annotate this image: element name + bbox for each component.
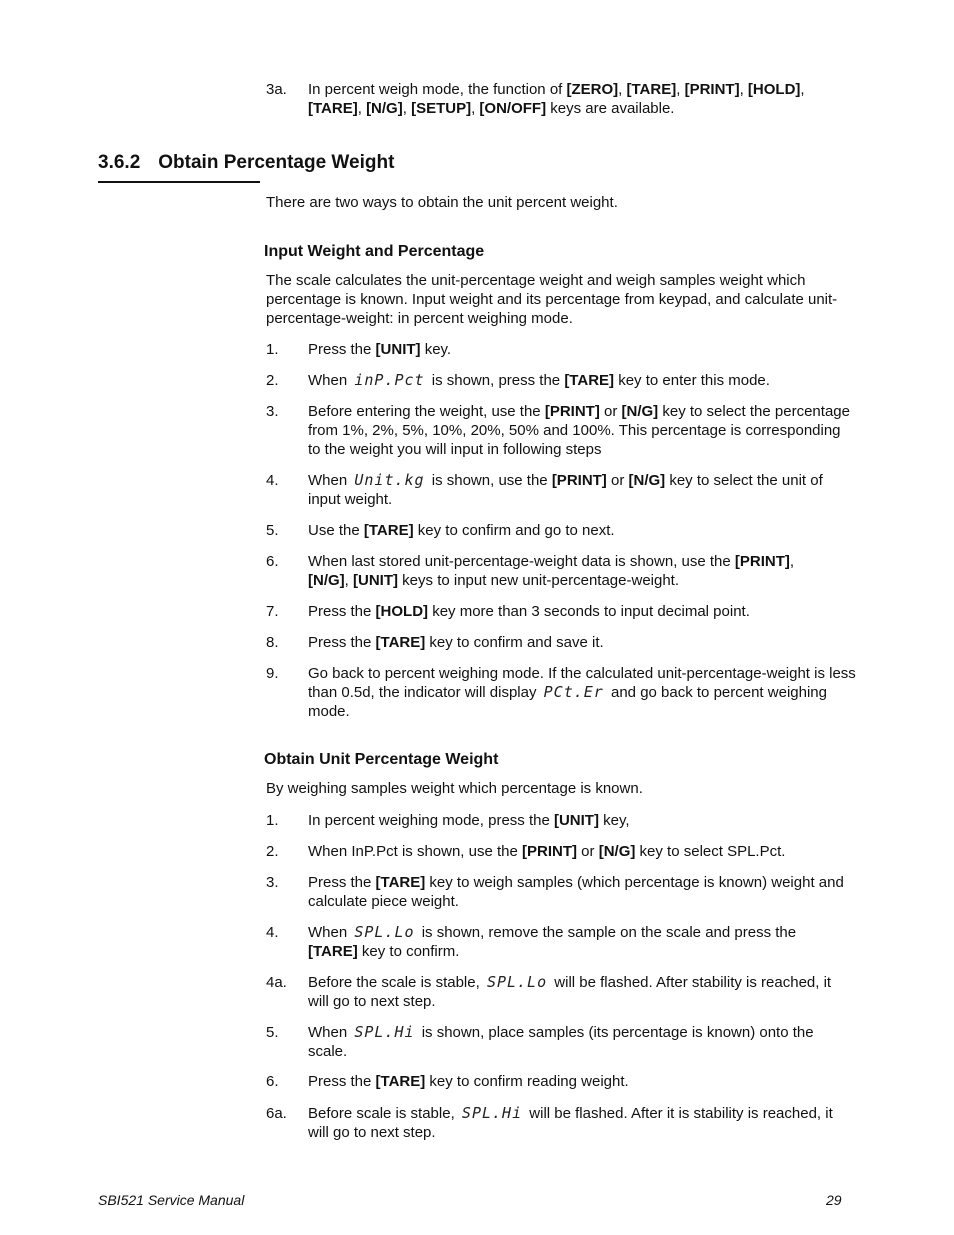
footer-manual-title: SBI521 Service Manual	[98, 1192, 245, 1208]
step-number: 2.	[266, 372, 279, 389]
display-readout: SPL.Lo	[354, 923, 415, 941]
input-step-9: Go back to percent weighing mode. If the calculated unit-percentage-weight is less than 0.5d, the indicator will display PCt.Er and go back to percent weighing mode.	[308, 665, 856, 720]
step-number: 9.	[266, 665, 279, 682]
section-intro: There are two ways to obtain the unit percent weight.	[266, 194, 618, 211]
obtain-step-3: Press the [TARE] key to weigh samples (which percentage is known) weight and calculate piece weight.	[308, 874, 844, 910]
step-number: 5.	[266, 1024, 279, 1041]
input-step-6: When last stored unit-percentage-weight data is shown, use the [PRINT], [N/G], [UNIT] keys to input new unit-percentage-weight.	[308, 553, 795, 589]
input-step-5: Use the [TARE] key to confirm and go to next.	[308, 522, 615, 539]
step-number: 6.	[266, 1073, 279, 1090]
obtain-step-6a: Before scale is stable, SPL.Hi will be flashed. After it is stability is reached, it will go to next step.	[308, 1104, 833, 1141]
step-number: 4.	[266, 924, 279, 941]
step-number: 5.	[266, 522, 279, 539]
obtain-step-4: When SPL.Lo is shown, remove the sample on the scale and press the [TARE] key to confirm.	[308, 923, 797, 960]
section-number: 3.6.2	[98, 152, 141, 173]
input-step-2: When inP.Pct is shown, press the [TARE] key to enter this mode.	[308, 371, 770, 389]
display-readout: SPL.Lo	[486, 973, 548, 991]
intro-text: In percent weigh mode, the function of [ZERO], [TARE], [PRINT], [HOLD], [TARE], [N/G], [SETUP], [ON/OFF] keys are available.	[308, 81, 805, 117]
obtain-step-2: When InP.Pct is shown, use the [PRINT] or [N/G] key to select SPL.Pct.	[308, 843, 786, 860]
display-readout: PCt.Er	[543, 683, 604, 701]
step-number: 3a.	[266, 81, 287, 98]
step-number: 6a.	[266, 1105, 287, 1122]
subheading-obtain-unit: Obtain Unit Percentage Weight	[264, 751, 499, 768]
step-number: 4.	[266, 472, 279, 489]
input-step-3: Before entering the weight, use the [PRINT] or [N/G] key to select the percentage from 1%, 2%, 5%, 10%, 20%, 50% and 100%. This percentage is corresponding to the weight you will input in following steps	[308, 403, 850, 458]
obtain-section-paragraph: By weighing samples weight which percentage is known.	[266, 780, 643, 797]
section-title: Obtain Percentage Weight	[158, 152, 395, 173]
step-number: 3.	[266, 874, 279, 891]
step-number: 1.	[266, 341, 279, 358]
step-number: 2.	[266, 843, 279, 860]
step-number: 6.	[266, 553, 279, 570]
input-step-8: Press the [TARE] key to confirm and save it.	[308, 634, 604, 651]
obtain-step-5: When SPL.Hi is shown, place samples (its percentage is known) onto the scale.	[308, 1023, 814, 1060]
step-number: 4a.	[266, 974, 287, 991]
display-readout: inP.Pct	[354, 371, 425, 389]
step-number: 3.	[266, 403, 279, 420]
obtain-step-6: Press the [TARE] key to confirm reading weight.	[308, 1073, 629, 1090]
obtain-step-1: In percent weighing mode, press the [UNIT] key,	[308, 812, 630, 829]
input-step-7: Press the [HOLD] key more than 3 seconds to input decimal point.	[308, 603, 750, 620]
obtain-step-4a: Before the scale is stable, SPL.Lo will be flashed. After stability is reached, it will go to next step.	[308, 973, 832, 1010]
input-step-1: Press the [UNIT] key.	[308, 341, 452, 358]
input-step-4: When Unit.kg is shown, use the [PRINT] or [N/G] key to select the unit of input weight.	[308, 471, 823, 508]
display-readout: SPL.Hi	[354, 1023, 415, 1041]
step-number: 1.	[266, 812, 279, 829]
step-number: 7.	[266, 603, 279, 620]
subheading-input-weight: Input Weight and Percentage	[264, 243, 485, 260]
display-readout: SPL.Hi	[461, 1104, 523, 1122]
section-underline	[98, 181, 260, 183]
input-section-paragraph: The scale calculates the unit-percentage weight and weigh samples weight which percentage is known. Input weight and its percentage from keypad, and calculate unit-percentage-weight: in percent weighing mode.	[266, 272, 838, 327]
step-number: 8.	[266, 634, 279, 651]
section-heading	[98, 152, 394, 174]
footer-page-number: 29	[826, 1192, 842, 1208]
display-readout: Unit.kg	[354, 471, 425, 489]
